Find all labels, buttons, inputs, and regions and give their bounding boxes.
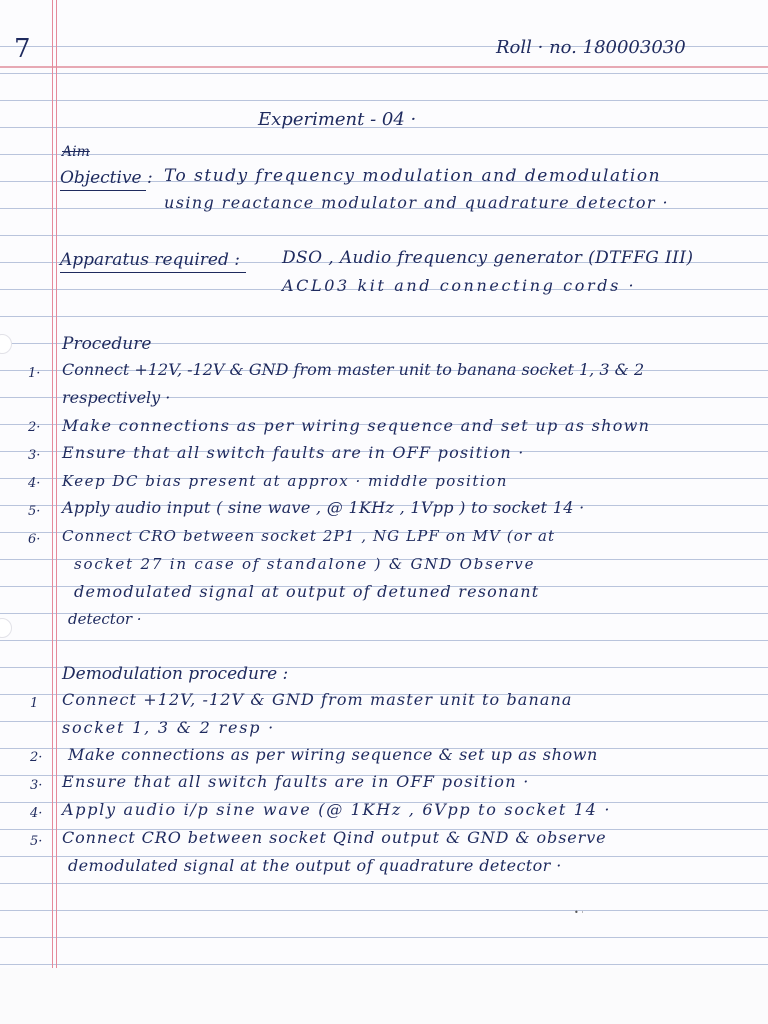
procedure-step-6-line-1: Connect CRO between socket 2P1 , NG LPF on MV (or at (62, 527, 556, 545)
procedure-heading: Procedure (62, 334, 152, 354)
demodulation-heading: Demodulation procedure : (62, 664, 289, 684)
apparatus-line-1: DSO , Audio frequency generator (DTFFG III) (282, 248, 694, 268)
procedure-step-6-line-4: detector · (68, 610, 142, 628)
demodulation-step-1-line-1: Connect +12V, -12V & GND from master unit to banana (62, 690, 573, 709)
demodulation-step-number: 3· (30, 778, 43, 793)
demodulation-step-4-line-1: Apply audio i/p sine wave (@ 1KHz , 6Vpp to socket 14 · (62, 800, 612, 819)
objective-underline (60, 190, 146, 191)
page-number: 7 (14, 34, 31, 64)
punch-hole-icon (0, 334, 12, 354)
demodulation-step-1-line-2: socket 1, 3 & 2 resp · (62, 718, 276, 737)
demodulation-step-number: 4· (30, 806, 43, 821)
demodulation-step-5-line-1: Connect CRO between socket Qind output & GND & observe (62, 828, 607, 847)
procedure-step-number: 6· (28, 532, 41, 547)
procedure-step-6-line-2: socket 27 in case of standalone ) & GND Observe (74, 555, 536, 573)
demodulation-step-number: 2· (30, 750, 43, 765)
procedure-step-1-line-1: Connect +12V, -12V & GND from master unit to banana socket 1, 3 & 2 (62, 360, 645, 379)
procedure-step-5-line-1: Apply audio input ( sine wave , @ 1KHz , 1Vpp ) to socket 14 · (62, 498, 585, 517)
struck-aim-mark: Aim (62, 144, 90, 160)
procedure-step-number: 1· (28, 366, 41, 381)
left-margin-line-inner (56, 0, 57, 968)
objective-line-2: using reactance modulator and quadrature detector · (164, 193, 669, 212)
objective-label: Objective : (60, 168, 153, 188)
procedure-step-4-line-1: Keep DC bias present at approx · middle position (62, 472, 508, 490)
objective-line-1: To study frequency modulation and demodulation (164, 166, 662, 186)
demodulation-step-5-line-2: demodulated signal at the output of quadrature detector · (68, 856, 562, 875)
page-bottom-blank-area (0, 968, 768, 1024)
demodulation-step-number: 1 (30, 696, 39, 711)
apparatus-underline (60, 272, 246, 273)
roll-number: Roll · no. 180003030 (496, 37, 686, 58)
procedure-step-6-line-3: demodulated signal at output of detuned resonant (74, 582, 540, 601)
top-margin-rule (0, 66, 768, 68)
procedure-step-1-line-2: respectively · (62, 388, 171, 407)
procedure-step-number: 5· (28, 504, 41, 519)
procedure-step-2-line-1: Make connections as per wiring sequence and set up as shown (62, 416, 651, 435)
procedure-step-3-line-1: Ensure that all switch faults are in OFF position · (62, 443, 525, 462)
demodulation-step-2-line-1: Make connections as per wiring sequence & set up as shown (68, 745, 598, 764)
procedure-step-number: 4· (28, 476, 41, 491)
ink-specks-icon: • · (574, 908, 584, 917)
apparatus-label: Apparatus required : (60, 250, 241, 270)
experiment-title: Experiment - 04 · (258, 109, 417, 130)
demodulation-step-number: 5· (30, 834, 43, 849)
left-margin-line (52, 0, 53, 968)
apparatus-line-2: ACL03 kit and connecting cords · (282, 276, 637, 295)
procedure-step-number: 3· (28, 448, 41, 463)
demodulation-step-3-line-1: Ensure that all switch faults are in OFF position · (62, 772, 530, 791)
procedure-step-number: 2· (28, 420, 41, 435)
punch-hole-icon (0, 618, 12, 638)
